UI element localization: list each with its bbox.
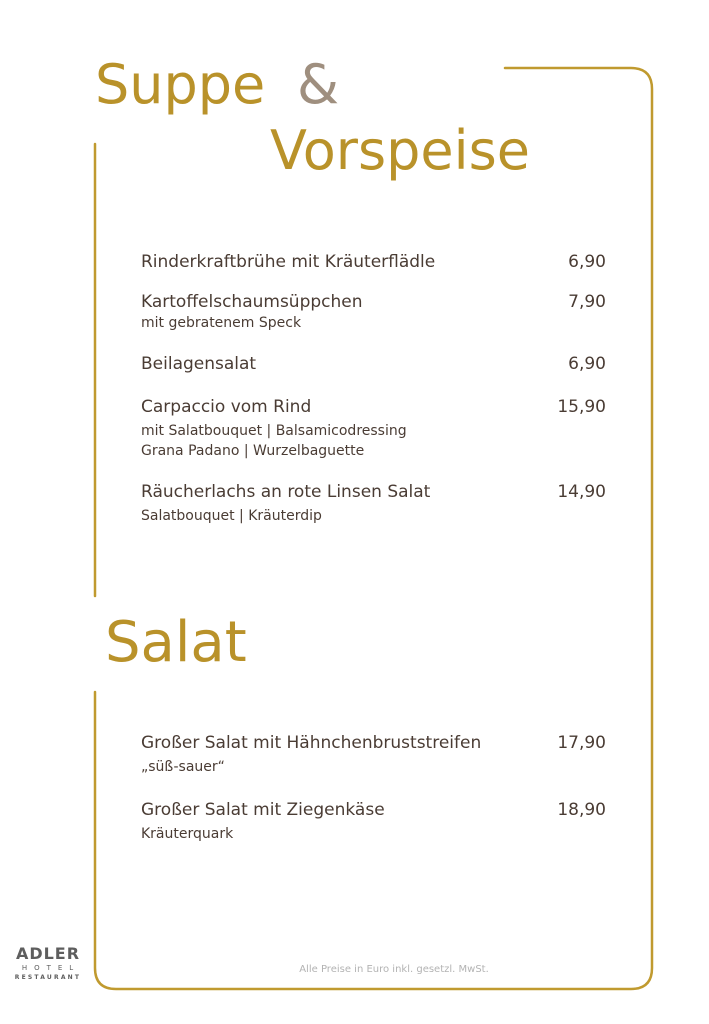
menu-item [141, 252, 606, 272]
menu-item-description: mit gebratenem Speck [141, 315, 302, 331]
menu-item-name: Beilagensalat [141, 354, 257, 374]
menu-item [141, 397, 606, 461]
menu-item [141, 800, 606, 844]
menu-item-description: „süß-sauer“ [141, 759, 225, 775]
price-footnote: Alle Preise in Euro inkl. gesetzl. MwSt. [299, 964, 489, 975]
section-title-vorspeise: Vorspeise [270, 119, 530, 182]
menu-item-name: Räucherlachs an rote Linsen Salat [141, 482, 431, 502]
menu-item-description: mit Salatbouquet | Balsamicodressing [141, 423, 407, 439]
menu-item [141, 354, 606, 374]
menu-item-description: Salatbouquet | Kräuterdip [141, 508, 322, 524]
menu-item-name: Kartoffelschaumsüppchen [141, 292, 363, 312]
section-title-salat: Salat [105, 610, 247, 675]
menu-item-name: Großer Salat mit Ziegenkäse [141, 800, 385, 820]
menu-item [141, 733, 606, 777]
menu-item-price: 14,90 [557, 482, 606, 502]
menu-item [141, 292, 606, 333]
menu-item-price: 7,90 [568, 292, 606, 312]
hotel-logo [13, 945, 83, 982]
menu-item-description: Grana Padano | Wurzelbaguette [141, 443, 365, 459]
section-title-ampersand: & [297, 53, 340, 116]
logo-subline-hotel: HOTEL [21, 964, 81, 972]
menu-item-price: 18,90 [557, 800, 606, 820]
menu-item-price: 6,90 [568, 354, 606, 374]
menu-item-price: 17,90 [557, 733, 606, 753]
section-title-suppe: Suppe [95, 53, 266, 116]
menu-item-name: Großer Salat mit Hähnchenbruststreifen [141, 733, 482, 753]
menu-item-price: 6,90 [568, 252, 606, 272]
menu-item-name: Rinderkraftbrühe mit Kräuterflädle [141, 252, 436, 272]
logo-subline-restaurant: RESTAURANT [14, 974, 82, 981]
menu-item-name: Carpaccio vom Rind [141, 397, 312, 417]
menu-item [141, 482, 606, 526]
logo-wordmark: ADLER [15, 944, 81, 963]
menu-item-description: Kräuterquark [141, 826, 234, 842]
menu-item-price: 15,90 [557, 397, 606, 417]
